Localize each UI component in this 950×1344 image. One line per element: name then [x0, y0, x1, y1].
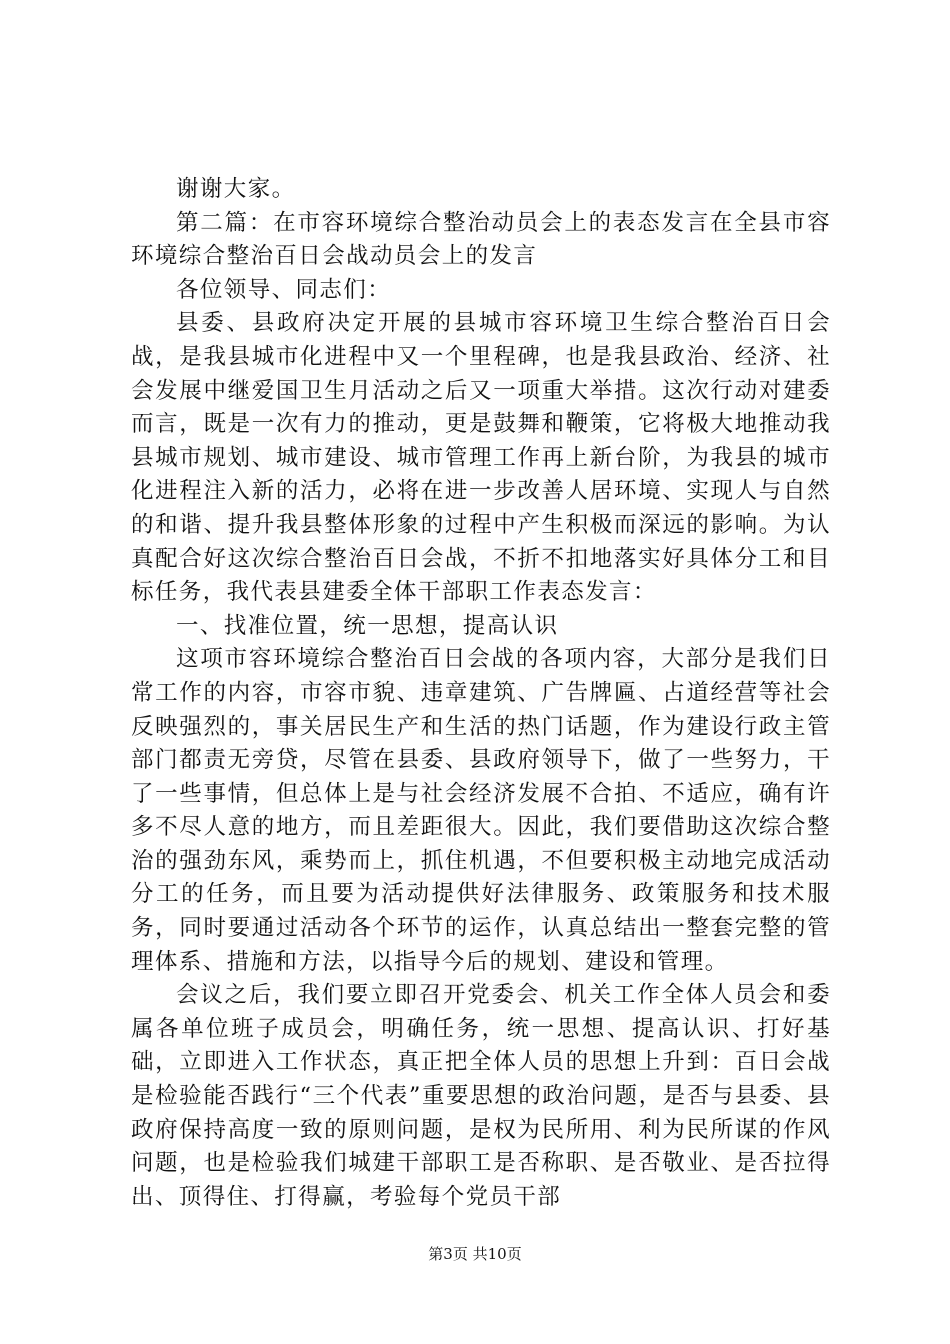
paragraph-thanks: 谢谢大家。: [176, 176, 296, 202]
page-footer: [0, 1244, 950, 1264]
page-number: 第3页 共10页: [428, 1245, 522, 1263]
paragraph-heading-one: 一、找准位置，统一思想，提高认识: [176, 612, 559, 639]
paragraph-body-one: 这项市容环境综合整治百日会战的各项内容，大部分是我们日常工作的内容，市容市貌、违章建筑、广告牌匾、占道经营等社会反映强烈的，事关居民生产和生活的热门话题，作为建设行政主管部门都责无旁贷，尽管在县委、县政府领导下，做了一些努力，干了一些事情，但总体上是与社会经济发展不合拍、不适应，确有许多不尽人意的地方，而且差距很大。因此，我们要借助这次综合整治的强劲东风，乘势而上，抓住机遇，不但要积极主动地完成活动分工的任务，而且要为活动提供好法律服务、政策服务和技术服务，同时要通过活动各个环节的运作，认真总结出一整套完整的管理体系、措施和方法，以指导今后的规划、建设和管理。: [131, 646, 831, 975]
document-body: [131, 173, 831, 1214]
paragraph-salutation: 各位领导、同志们：: [176, 276, 392, 303]
paragraph-body-two: 会议之后，我们要立即召开党委会、机关工作全体人员会和委属各单位班子成员会，明确任务，统一思想、提高认识、打好基础，立即进入工作状态，真正把全体人员的思想上升到：百日会战是检验能否践行“三个代表”重要思想的政治问题，是否与县委、县政府保持高度一致的原则问题，是权为民所用、利为民所谋的作风问题，也是检验我们城建干部职工是否称职、是否敬业、是否拉得出、顶得住、打得赢，考验每个党员干部: [131, 982, 831, 1210]
paragraph-intro: 县委、县政府决定开展的县城市容环境卫生综合整治百日会战，是我县城市化进程中又一个里程碑，也是我县政治、经济、社会发展中继爱国卫生月活动之后又一项重大举措。这次行动对建委而言，既是一次有力的推动，更是鼓舞和鞭策，它将极大地推动我县城市规划、城市建设、城市管理工作再上新台阶，为我县的城市化进程注入新的活力，必将在进一步改善人居环境、实现人与自然的和谐、提升我县整体形象的过程中产生积极而深远的影响。为认真配合好这次综合整治百日会战，不折不扣地落实好具体分工和目标任务，我代表县建委全体干部职工作表态发言：: [131, 310, 831, 606]
paragraph-section-title: 第二篇：在市容环境综合整治动员会上的表态发言在全县市容环境综合整治百日会战动员会上的发言: [131, 209, 831, 270]
